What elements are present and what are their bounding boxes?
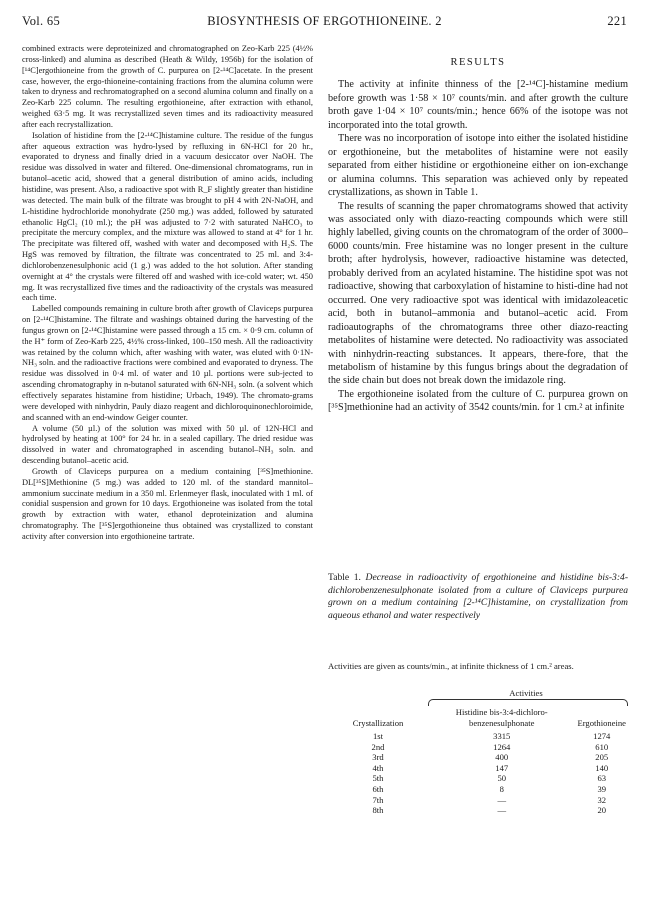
cell-ergothioneine: 63 bbox=[597, 773, 607, 784]
results-paragraph-1: The activity at infinite thinness of the [2-¹⁴C]-histamine medium before growth was 1·58 × 10⁷ counts/min. and after growth the culture broth gave 1·04 × 10⁷ counts/min.; hence 66% of the isotope was not incorporated into the total growth. bbox=[328, 79, 628, 131]
page-number: 221 bbox=[607, 14, 627, 28]
column-header-histidine: Histidine bis-3:4-dichloro-benzenesulphonate bbox=[455, 707, 548, 728]
table-caption-text: Decrease in radioactivity of ergothioneine and histidine bis-3:4-dichlorobenzenesulphonate isolated from a culture of Claviceps purpurea grown on a medium containing [2-¹⁴C]histamine, on crystallization from aqueous ethanol and water respectively bbox=[328, 572, 629, 621]
methods-paragraph-methionine-growth: Growth of Claviceps purpurea on a medium containing [³⁵S]methionine. DL[³⁵S]Methionine (5 mg.) was added to 120 ml. of the standard mannitol–ammonium succinate medium in a 350 ml. Erlenmeyer flask, inoculated with 1 ml. of conidial suspension and grown for 10 days. Ergothioneine was isolated from the total growth by extraction with water, ethanol deproteinization and alumina chromatography. The [³⁵S]ergothioneine thus obtained was crystallized to constant activity after conversion into ergothioneine tartrate. bbox=[22, 466, 313, 541]
cell-crystallization: 1st bbox=[372, 731, 384, 741]
cell-crystallization: 3rd bbox=[372, 752, 384, 763]
table-row bbox=[328, 731, 628, 742]
cell-ergothioneine: 1274 bbox=[593, 731, 611, 741]
cell-crystallization: 5th bbox=[372, 773, 384, 784]
table-header-row bbox=[328, 707, 628, 731]
results-paragraph-2: There was no incorporation of isotope into either the isolated histidine or ergothioneine, but the metabolites of histamine were not easily separated from either histidine or ergothioneine either on ion-exchange or alumina columns. This separation was achieved only by repeated crystallizations, as shown in Table 1. bbox=[328, 133, 628, 199]
results-paragraph-4: The ergothioneine isolated from the culture of C. purpurea grown on [³⁵S]methionine had an activity of 3542 counts/min. for 1 cm.² at infinite bbox=[328, 388, 628, 414]
running-title: BIOSYNTHESIS OF ERGOTHIONEINE. 2 bbox=[207, 14, 442, 28]
table-row bbox=[328, 752, 628, 763]
right-column bbox=[328, 44, 628, 415]
cell-ergothioneine: 39 bbox=[597, 783, 607, 794]
cell-histidine: 8 bbox=[499, 783, 504, 794]
volume-label: Vol. 65 bbox=[22, 14, 60, 28]
table-grid bbox=[328, 707, 628, 816]
column-header-ergothioneine: Ergothioneine bbox=[577, 717, 626, 728]
table-row bbox=[328, 742, 628, 753]
results-heading: RESULTS bbox=[450, 57, 506, 68]
methods-paragraph-labelled-compounds: Labelled compounds remaining in culture broth after growth of Claviceps purpurea on [2-¹⁴C]histamine. The filtrate and washings obtained during the harvesting of the fungus grown on [2-¹⁴C]histamine were passed through a 15 cm. × 0·9 cm. column of the H⁺ form of Zeo-Karb 225, 4½% cross-linked, 100–150 mesh. All the radioactivity was retained by the column which, after washing with water, was eluted with 0·1N-NH₃ soln. and the radioactive fractions were combined and evaporated to dryness. The residue was dissolved in 0·4 ml. of water and 10 µl. portions were sub-jected to ascending chromatography in n-butanol saturated with 6N-NH₃ soln. (a solvent which effectively separates histamine from histidine; Urbach, 1949). The chromato-grams were developed with ninhydrin, Pauly diazo reagent and dichloroquinonechloroimide, and scanned with an end-window Geiger counter. bbox=[22, 304, 313, 422]
cell-ergothioneine: 205 bbox=[595, 752, 609, 763]
cell-ergothioneine: 610 bbox=[595, 741, 609, 752]
table-label: Table 1. bbox=[328, 572, 361, 583]
cell-histidine: 400 bbox=[495, 752, 509, 763]
table-group-brace bbox=[428, 699, 628, 706]
cell-histidine: 50 bbox=[497, 773, 507, 784]
table-row bbox=[328, 805, 628, 816]
cell-crystallization: 2nd bbox=[371, 741, 385, 752]
cell-ergothioneine: 20 bbox=[597, 805, 607, 816]
methods-paragraph-1: combined extracts were deproteinized and chromatographed on Zeo-Karb 225 (4½% cross-linked) and alumina as described (Heath & Wildy, 1956b) for the isolation of [¹⁴C]ergothioneine from the growth of C. purpurea on [2-¹⁴C]acetate. In the present case, however, the ergo-thioneine-containing fractions from the alumina column were taken to dryness and rechromatographed on a second alumina column and finally on a Zeo-Karb 225 column. The resulting ergothioneine, after extraction with ethanol, weighed 63·5 mg. It was recrystallized seven times and its radioactivity measured after each recrystallization. bbox=[22, 44, 313, 129]
methods-paragraph-histidine-isolation: Isolation of histidine from the [2-¹⁴C]histamine culture. The residue of the fungus after aqueous extraction was hydro-lysed by refluxing in 6N-HCl for 20 hr., evaporated to dryness and finally dried in a vacuum desiccator over NaOH. The residue was dissolved in water and filtered. One-dimensional chromatograms, run in butanol–acetic acid, showed that a general distribution of amino acids, including histidine, was present. Also, a radioactive spot with R_F slightly greater than histidine was detected. The main bulk of the filtrate was brought to pH 4 with 2N-NaOH, and L-histidine hydrochloride monohydrate (250 mg.) was added, followed by saturated ethanolic HgCl₂ (10 ml.); the pH was adjusted to 7·2 with saturated NaHCO₃ to precipitate the mercury complex, and the mixture was allowed to stand at 4° for 1 hr. The precipitate was filtered off, washed with water and decomposed with H₂S. The HgS was removed by filtration, the filtrate was concentrated to 25 ml. and 3:4-dichlorobenzenesulphonic acid (1 g.) was added to the hot solution. After standing overnight at 4° the crystals were filtered off and washed with ice-cold water; wt. 450 mg. It was recrystallized five times and the radioactivity of the crystals was measured each time. bbox=[22, 130, 313, 303]
data-table bbox=[328, 688, 628, 816]
cell-ergothioneine: 32 bbox=[597, 794, 607, 805]
cell-crystallization: 6th bbox=[372, 783, 384, 794]
table-row bbox=[328, 763, 628, 774]
table-caption bbox=[328, 572, 628, 622]
results-paragraph-3: The results of scanning the paper chromatograms showed that activity was associated only with diazo-reacting compounds which were still highly labelled, giving counts on the chromatogram of the order of 3000–6000 counts/min. Free histamine was no longer present in the culture broth; after hydrolysis, however, radioactive histamine was detected, probably derived from an acylated histamine. The histidine spot was not radioactive, showing that carboxylation of histamine to histi-dine had not occurred. One very radioactive spot was identical with imidazoleacetic acid, both in butanol–ammonia and butanol–acetic acid. From radioautographs of the chromatograms three other diazo-reacting metabolites of histamine were detected. No radioactivity was associated with ninhydrin-reacting substances. It appears, there-fore, that the metabolism of histamine by this fungus brings about the degradation of the side chain but does not break down the imidazole ring. bbox=[328, 200, 628, 387]
table-note: Activities are given as counts/min., at infinite thickness of 1 cm.² areas. bbox=[328, 661, 574, 671]
cell-histidine: — bbox=[497, 805, 507, 816]
table-row bbox=[328, 773, 628, 784]
left-column bbox=[22, 44, 313, 543]
cell-histidine: 3315 bbox=[493, 731, 511, 741]
table-group-header: Activities bbox=[509, 688, 543, 698]
methods-paragraph-hydrolysis: A volume (50 µl.) of the solution was mixed with 50 µl. of 12N-HCl and hydrolysed by heating at 100° for 24 hr. in a sealed capillary. The dried residue was dissolved in water and chromatographed in ascending butanol–NH₃ soln. and descending butanol–acetic acid. bbox=[22, 423, 313, 466]
cell-histidine: 147 bbox=[495, 762, 509, 773]
column-header-crystallization: Crystallization bbox=[352, 717, 404, 728]
cell-crystallization: 4th bbox=[372, 762, 384, 773]
running-header bbox=[22, 14, 627, 32]
cell-histidine: 1264 bbox=[493, 741, 511, 752]
table-row bbox=[328, 795, 628, 806]
cell-crystallization: 8th bbox=[372, 805, 384, 816]
table-row bbox=[328, 784, 628, 795]
cell-ergothioneine: 140 bbox=[595, 762, 609, 773]
cell-histidine: — bbox=[497, 794, 507, 805]
cell-crystallization: 7th bbox=[372, 794, 384, 805]
